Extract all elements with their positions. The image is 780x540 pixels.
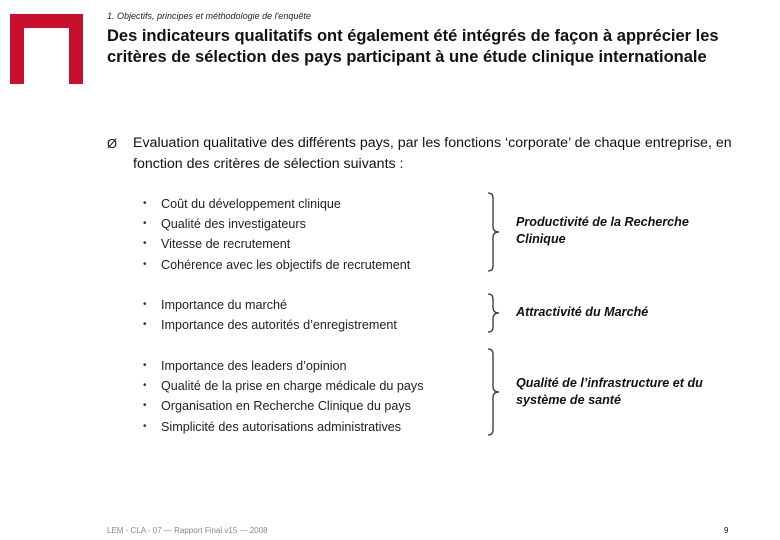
criteria-group-1	[143, 194, 410, 275]
criteria-group-3	[143, 356, 424, 437]
intro-text: Evaluation qualitative des différents pays, par les fonctions ‘corporate’ de chaque entreprise, en fonction des critères de sélection suivants :	[133, 135, 732, 172]
criteria-group-2	[143, 295, 397, 335]
list-item: • Importance du marché	[143, 295, 397, 315]
brace-icon	[484, 192, 504, 272]
footer-text: LEM - CLA - 07 — Rapport Final v15 — 2008	[107, 526, 268, 535]
list-item: • Simplicité des autorisations administratives	[143, 417, 424, 437]
breadcrumb: 1. Objectifs, principes et méthodologie de l'enquête	[107, 11, 311, 21]
result-label-infrastructure: Qualité de l’infrastructure et du système de santé	[516, 376, 703, 407]
list-item: • Importance des leaders d’opinion	[143, 356, 424, 376]
list-item: • Vitesse de recrutement	[143, 234, 410, 254]
list-item: • Cohérence avec les objectifs de recrutement	[143, 255, 410, 275]
list-item: • Organisation en Recherche Clinique du pays	[143, 396, 424, 416]
list-item: • Coût du développement clinique	[143, 194, 410, 214]
brace-icon	[484, 348, 504, 436]
list-item: • Importance des autorités d’enregistrement	[143, 315, 397, 335]
list-item: • Qualité de la prise en charge médicale du pays	[143, 376, 424, 396]
brace-icon	[484, 293, 504, 333]
page-title: Des indicateurs qualitatifs ont également été intégrés de façon à apprécier les critères de sélection des pays participant à une étude clinique internationale	[107, 27, 719, 66]
page-number: 9	[724, 526, 729, 535]
intro-paragraph	[107, 133, 747, 175]
arrow-bullet-icon: Ø	[107, 136, 118, 151]
result-label-productivity: Productivité de la Recherche Clinique	[516, 215, 689, 246]
list-item: • Qualité des investigateurs	[143, 214, 410, 234]
result-label-market: Attractivité du Marché	[516, 305, 649, 319]
logo-icon	[10, 14, 83, 84]
